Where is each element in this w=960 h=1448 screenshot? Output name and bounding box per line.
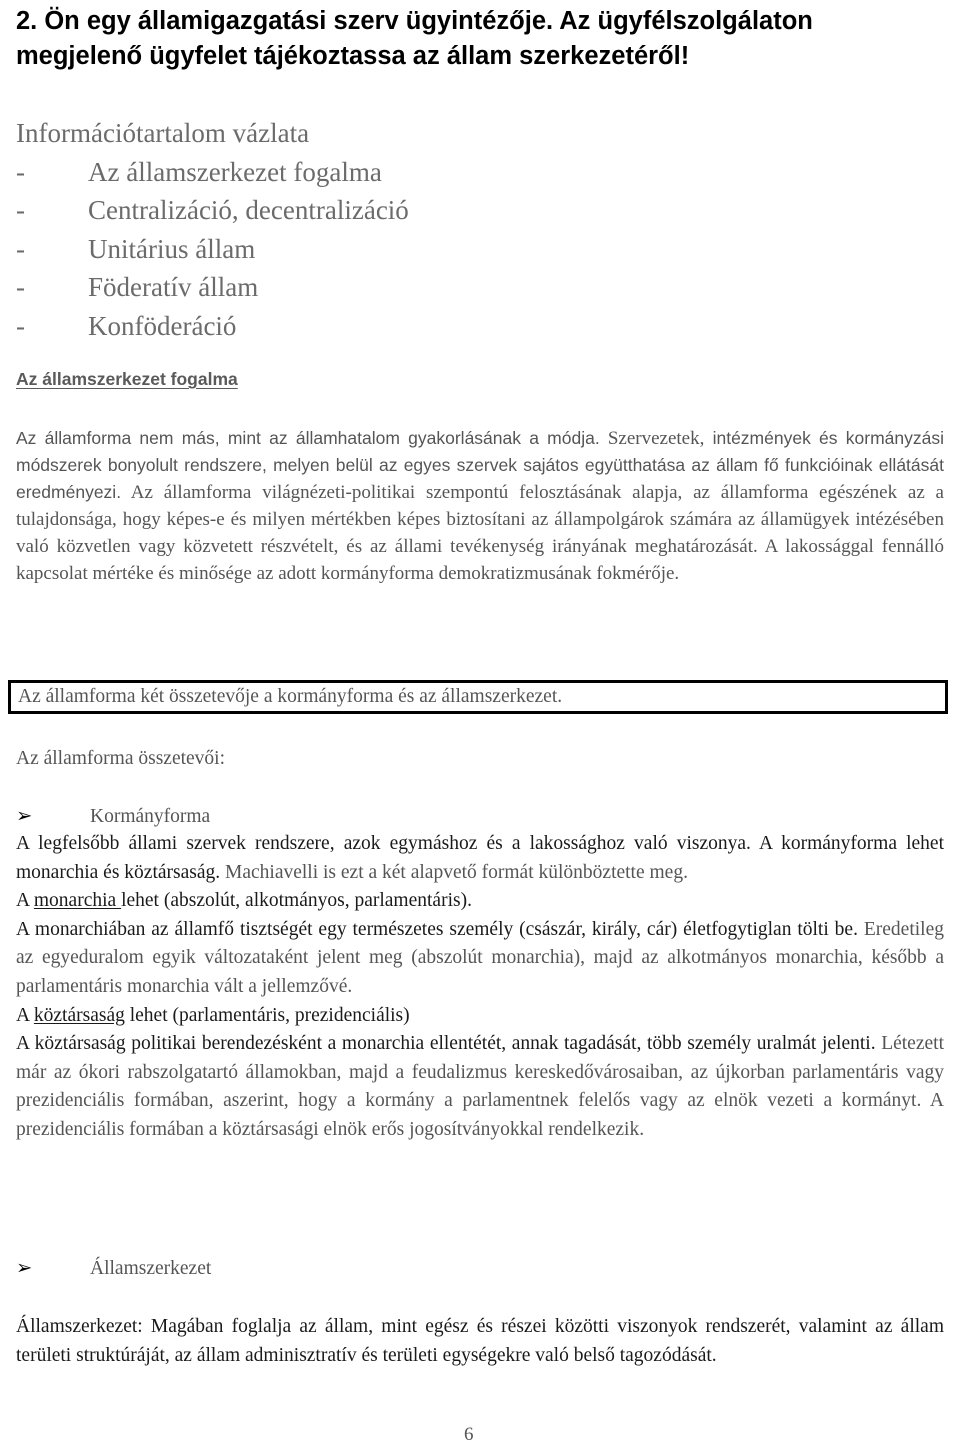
text-light: Machiavelli is ezt a két alapvető formát különböztette meg. <box>220 861 688 883</box>
allamszerkezet-paragraph <box>16 1313 944 1370</box>
outline-item-label: Föderatív állam <box>88 272 259 302</box>
outline-dash: - <box>16 272 25 302</box>
text-dark: Államszerkezet: Magában foglalja az állam, mint egész és részei közötti viszonyok rendszerét, valamint az állam területi struktúráját, az állam adminisztratív és területi egységekre való belső tagozódását. <box>16 1316 944 1366</box>
bullet-heading: Államszerkezet <box>90 1258 212 1279</box>
bullet-allamszerkezet <box>16 1256 211 1280</box>
outline-item <box>16 230 409 269</box>
text-dark: A monarchiában az államfő tisztségét egy természetes személy (császár, király, cár) életfogytiglan tölti be. <box>16 918 858 940</box>
outline-dash: - <box>16 310 25 341</box>
arrow-bullet-icon: ➢ <box>16 1258 33 1279</box>
page-title <box>16 4 956 74</box>
text-dark: lehet (parlamentáris, prezidenciális) <box>124 1004 410 1026</box>
outline-item <box>16 191 409 230</box>
text-dark: A <box>16 890 34 912</box>
outline-item <box>16 153 409 192</box>
bullet-heading: Kormányforma <box>90 806 211 827</box>
monarchia-term: monarchia <box>33 890 122 912</box>
title-line-2: megjelenő ügyfelet tájékoztassa az állam szerkezetéről! <box>16 42 690 70</box>
outline-item-label: Az államszerkezet fogalma <box>88 156 382 187</box>
title-line-1: 2. Ön egy államigazgatási szerv ügyintézője. Az ügyfélszolgálaton <box>16 7 813 35</box>
outline-item <box>16 268 409 307</box>
definition-serif-3: világnézeti-politikai szempontú felosztásának alapja, az államforma egészének az a tulajdonsága, hogy képes-e és milyen mértékben képes biztosítani az állampolgárok számára az államügyek intézésében való közvetlen vagy közvetett részvételt, és az állami tevékenység irányának meghatározását. A lakossággal fennálló kapcsolat mértéke és minősége az adott kormányforma demokratizmusának fokmérője. <box>16 481 944 585</box>
content-outline <box>16 114 409 345</box>
outline-item-label: Unitárius állam <box>88 233 256 264</box>
text-dark: A <box>16 1004 34 1026</box>
boxed-statement: Az államforma két összetevője a kormányforma és az államszerkezet. <box>8 680 948 714</box>
text-light: Létezett már az ókori rabszolgatartó államokban, majd a feudalizmus kereskedővárosaiban, az újkorban parlamentáris vagy prezidenciális formában, aszerint, hogy a kormány a parlamentnek felelős vagy az elnök vezeti a kormányt. A prezidenciális formában a köztársasági elnök erős jogosítványokkal rendelkezik. <box>16 1033 944 1140</box>
definition-serif-1: Szervezetek, <box>599 428 705 449</box>
text-dark: A köztársaság politikai berendezésként a monarchia ellentétét, annak tagadását, több személy uralmát jelenti. <box>16 1033 876 1055</box>
outline-item <box>16 307 409 346</box>
arrow-bullet-icon: ➢ <box>16 806 33 827</box>
outline-item-label: Centralizáció, decentralizáció <box>88 195 409 225</box>
text-dark: A legfelsőbb állami szervek rendszere, azok egymáshoz és a lakossághoz való viszonya. A kormányforma lehet monarchia és köztársaság. <box>16 833 944 883</box>
page-number: 6 <box>464 1424 474 1445</box>
outline-heading: Információtartalom vázlata <box>16 118 310 148</box>
document-page <box>16 0 944 1448</box>
outline-item-label: Konföderáció <box>88 310 237 341</box>
definition-sans-2: intézmények és kormányzási módszerek bonyolult rendszere, melyen belül az egyes szervek sajátos együtthatása az állam fő funkcióinak ellátását eredményezi. <box>16 428 944 502</box>
definition-sans-1: Az államforma nem más, mint az államhatalom gyakorlásának a módja. <box>16 428 600 448</box>
outline-dash: - <box>16 233 25 264</box>
kormanyforma-paragraph-1 <box>16 830 944 1145</box>
definition-paragraph <box>16 425 944 588</box>
components-label: Az államforma összetevői: <box>16 748 226 769</box>
text-dark: lehet (abszolút, alkotmányos, parlamentáris). <box>121 890 472 912</box>
definition-serif-2: Az államforma <box>121 481 252 503</box>
bullet-kormanyforma <box>16 804 210 828</box>
outline-dash: - <box>16 156 25 187</box>
text-light: Eredetileg az egyeduralom egyik változataként jelent meg (abszolút monarchia), majd az alkotmányos monarchia, később a parlamentáris monarchia vált a jellemzővé. <box>16 918 945 997</box>
section-heading: Az államszerkezet fogalma <box>16 369 238 389</box>
outline-dash: - <box>16 195 25 225</box>
koztarsasag-term: köztársaság <box>33 1004 125 1026</box>
